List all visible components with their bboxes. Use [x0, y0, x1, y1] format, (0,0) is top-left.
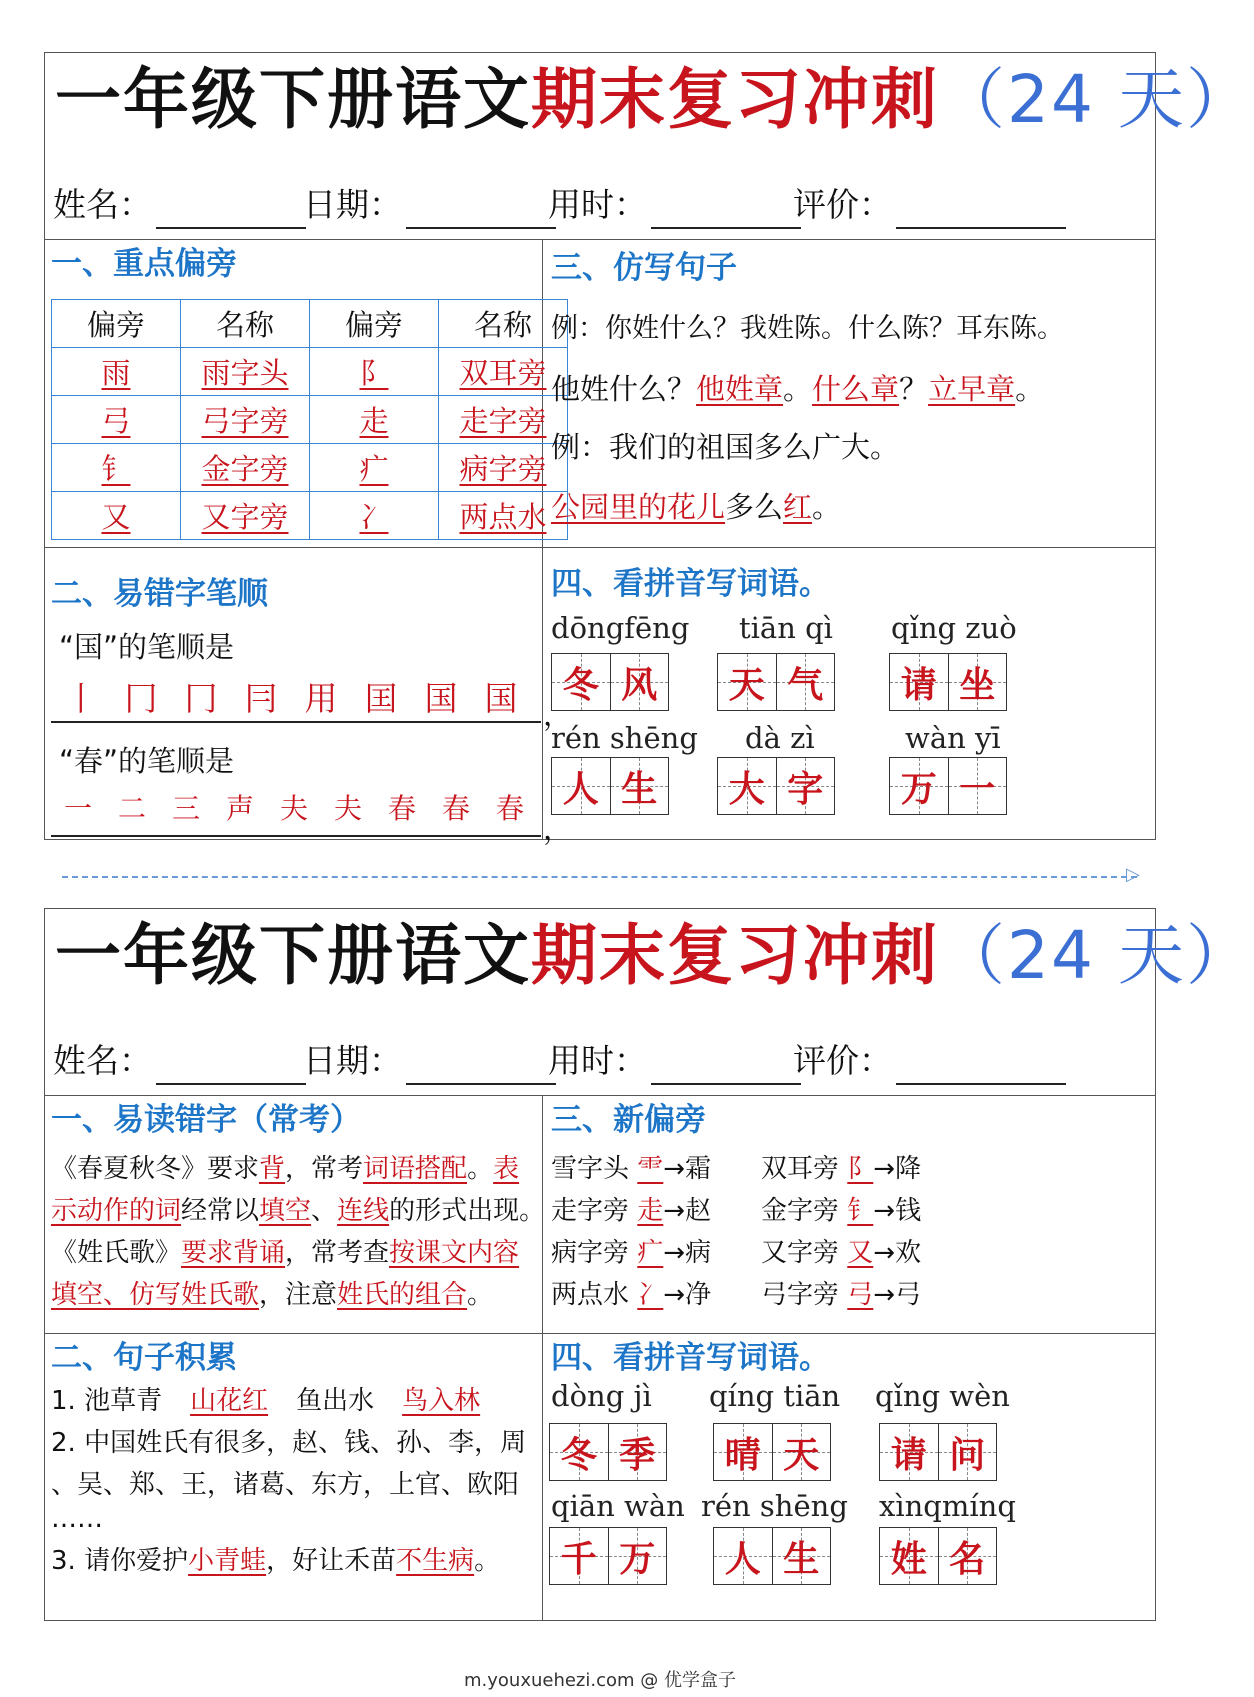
stroke-step: 二	[117, 792, 146, 825]
pinyin-label: dà zì	[745, 721, 815, 755]
table-cell: 钅	[101, 452, 131, 486]
stroke-step: 春	[441, 792, 470, 825]
name-field[interactable]: 姓名：	[53, 181, 306, 229]
footer-watermark: m.youxuehezi.com @ 优学盒子	[463, 1670, 736, 1691]
stroke-step: 国	[484, 679, 518, 718]
tian-grid-pair[interactable]: 姓 名	[879, 1527, 997, 1585]
radical-item: 雪字头 ⻗→霜	[551, 1154, 712, 1184]
worksheet-title	[55, 61, 1254, 138]
table-cell: 又字旁	[201, 500, 289, 534]
tian-grid-pair[interactable]: 冬 季	[549, 1423, 667, 1481]
pinyin-label: xìnqmínq	[879, 1489, 1016, 1523]
radical-item: 双耳旁 阝→降	[761, 1154, 922, 1184]
stroke-step: 国	[424, 679, 458, 718]
stroke-order-row	[51, 673, 541, 723]
answer-sentence: 公园里的花儿多么红。	[551, 490, 842, 524]
worksheet-card-2	[44, 908, 1254, 1621]
paragraph-line: 《春夏秋冬》要求背，常考词语搭配。表	[51, 1154, 520, 1184]
worksheet-title	[55, 917, 1254, 994]
paragraph-line: 示动作的词经常以填空、连线的形式出现。	[51, 1196, 546, 1226]
example-sentence: 例：你姓什么？我姓陈。什么陈？耳东陈。	[551, 313, 1064, 344]
table-cell: 双耳旁	[459, 356, 547, 390]
radical-item: 弓字旁 弓→弓	[761, 1280, 922, 1310]
stroke-step: 冃	[244, 679, 278, 718]
stroke-order-row	[51, 787, 541, 837]
table-cell: 两点水	[459, 500, 547, 534]
table-cell: 走	[359, 404, 389, 438]
paragraph-line: 填空、仿写姓氏歌，注意姓氏的组合。	[51, 1280, 494, 1310]
pinyin-label: dòng jì	[551, 1379, 652, 1413]
stroke-step: 三	[171, 792, 200, 825]
pinyin-label: qǐng zuò	[891, 611, 1017, 645]
stroke-step: 春	[495, 792, 524, 825]
table-header: 名称	[181, 300, 310, 348]
section-title: 二、句子积累	[51, 1340, 237, 1376]
stroke-step: 一	[63, 792, 92, 825]
eval-field[interactable]: 评价：	[793, 1037, 1066, 1085]
pinyin-label: rén shēng	[551, 721, 698, 755]
stroke-step: 夫	[333, 792, 362, 825]
title-days: （24 天）	[939, 917, 1254, 994]
comma: ，	[543, 812, 573, 846]
section-title: 三、新偏旁	[551, 1102, 706, 1138]
table-cell: 疒	[359, 452, 389, 486]
pinyin-label: rén shēng	[701, 1489, 848, 1523]
sentence-line: 、吴、郑、王，诸葛、东方，上官、欧阳	[51, 1470, 520, 1500]
tian-grid-pair[interactable]: 人 生	[551, 757, 669, 815]
divider-line	[542, 1095, 543, 1620]
table-cell: 金字旁	[201, 452, 289, 486]
table-cell: 病字旁	[459, 452, 547, 486]
info-row	[53, 1037, 1153, 1085]
stroke-step: 声	[225, 792, 254, 825]
title-grade: 一年级下册语文	[55, 917, 531, 994]
radical-table	[51, 299, 568, 540]
stroke-step: 夫	[279, 792, 308, 825]
tian-grid-pair[interactable]: 冬 风	[551, 653, 669, 711]
table-cell: 弓	[101, 404, 131, 438]
table-cell: 弓字旁	[201, 404, 289, 438]
eval-field[interactable]: 评价：	[793, 181, 1066, 229]
time-field[interactable]: 用时：	[548, 1037, 801, 1085]
stroke-step: 冂	[184, 679, 218, 718]
radical-item: 又字旁 又→欢	[761, 1238, 922, 1268]
date-field[interactable]: 日期：	[303, 1037, 556, 1085]
stroke-step: 冂	[124, 679, 158, 718]
pinyin-label: wàn yī	[905, 721, 1001, 755]
stroke-order-label: “春”的笔顺是	[59, 744, 235, 778]
tian-grid-pair[interactable]: 万 一	[889, 757, 1007, 815]
section-title: 一、重点偏旁	[51, 246, 237, 282]
divider-line	[45, 239, 1155, 240]
section-title: 四、看拼音写词语。	[551, 1340, 830, 1376]
title-days: （24 天）	[939, 61, 1254, 138]
section-title: 二、易错字笔顺	[51, 576, 268, 612]
time-field[interactable]: 用时：	[548, 181, 801, 229]
tian-grid-pair[interactable]: 请 问	[879, 1423, 997, 1481]
radical-item: 病字旁 疒→病	[551, 1238, 712, 1268]
sentence-line: ……	[51, 1504, 103, 1534]
tian-grid-pair[interactable]: 请 坐	[889, 653, 1007, 711]
table-cell: 阝	[359, 356, 389, 390]
comma: ，	[543, 698, 573, 732]
card-separator	[62, 876, 1137, 878]
section-title: 四、看拼音写词语。	[551, 566, 830, 602]
info-row	[53, 181, 1153, 229]
pinyin-label: qǐng wèn	[875, 1379, 1010, 1413]
example-sentence: 例：我们的祖国多么广大。	[551, 430, 900, 464]
table-header: 偏旁	[52, 300, 181, 348]
stroke-step: 春	[387, 792, 416, 825]
paragraph-line: 《姓氏歌》要求背诵，常考查按课文内容	[51, 1238, 520, 1268]
pinyin-label: qiān wàn	[551, 1489, 685, 1523]
divider-line	[45, 1333, 1155, 1334]
title-review: 期末复习冲刺	[531, 61, 939, 138]
worksheet-card-1	[44, 52, 1254, 846]
stroke-step: 囯	[364, 679, 398, 718]
table-header: 偏旁	[310, 300, 439, 348]
tian-grid-pair[interactable]: 晴 天	[713, 1423, 831, 1481]
stroke-order-label: “国”的笔顺是	[59, 630, 235, 664]
pinyin-label: tiān qì	[739, 611, 833, 645]
table-cell: 走字旁	[459, 404, 547, 438]
tian-grid-pair[interactable]: 千 万	[549, 1527, 667, 1585]
stroke-step: 用	[304, 679, 338, 718]
arrow-right-icon: ▷	[1126, 864, 1140, 885]
tian-grid-pair[interactable]: 人 生	[713, 1527, 831, 1585]
title-review: 期末复习冲刺	[531, 917, 939, 994]
radical-item: 走字旁 走→赵	[551, 1196, 712, 1226]
title-grade: 一年级下册语文	[55, 61, 531, 138]
section-title: 一、易读错字（常考）	[51, 1102, 361, 1138]
radical-item: 金字旁 钅→钱	[761, 1196, 922, 1226]
name-field[interactable]: 姓名：	[53, 1037, 306, 1085]
tian-grid-pair[interactable]: 大 字	[717, 757, 835, 815]
table-cell: 雨	[101, 356, 131, 390]
pinyin-label: qíng tiān	[709, 1379, 841, 1413]
table-cell: 冫	[359, 500, 389, 534]
divider-line	[45, 547, 1155, 548]
sentence-line: 3. 请你爱护小青蛙，好让禾苗不生病。	[51, 1546, 501, 1576]
section-title: 三、仿写句子	[551, 250, 737, 286]
pinyin-label: dōngfēng	[551, 611, 690, 645]
radical-item: 两点水 冫→净	[551, 1280, 712, 1310]
table-header: 名称	[439, 300, 568, 348]
divider-line	[45, 1095, 1155, 1096]
table-cell: 雨字头	[201, 356, 289, 390]
table-cell: 又	[101, 500, 131, 534]
sentence-line: 1. 池草青 山花红 鱼出水 鸟入林	[51, 1386, 481, 1416]
sentence-line: 2. 中国姓氏有很多，赵、钱、孙、李，周	[51, 1428, 527, 1458]
stroke-step: 丨	[64, 679, 98, 718]
tian-grid-pair[interactable]: 天 气	[717, 653, 835, 711]
date-field[interactable]: 日期：	[303, 181, 556, 229]
answer-sentence: 他姓什么？他姓章。什么章？立早章。	[551, 372, 1045, 406]
